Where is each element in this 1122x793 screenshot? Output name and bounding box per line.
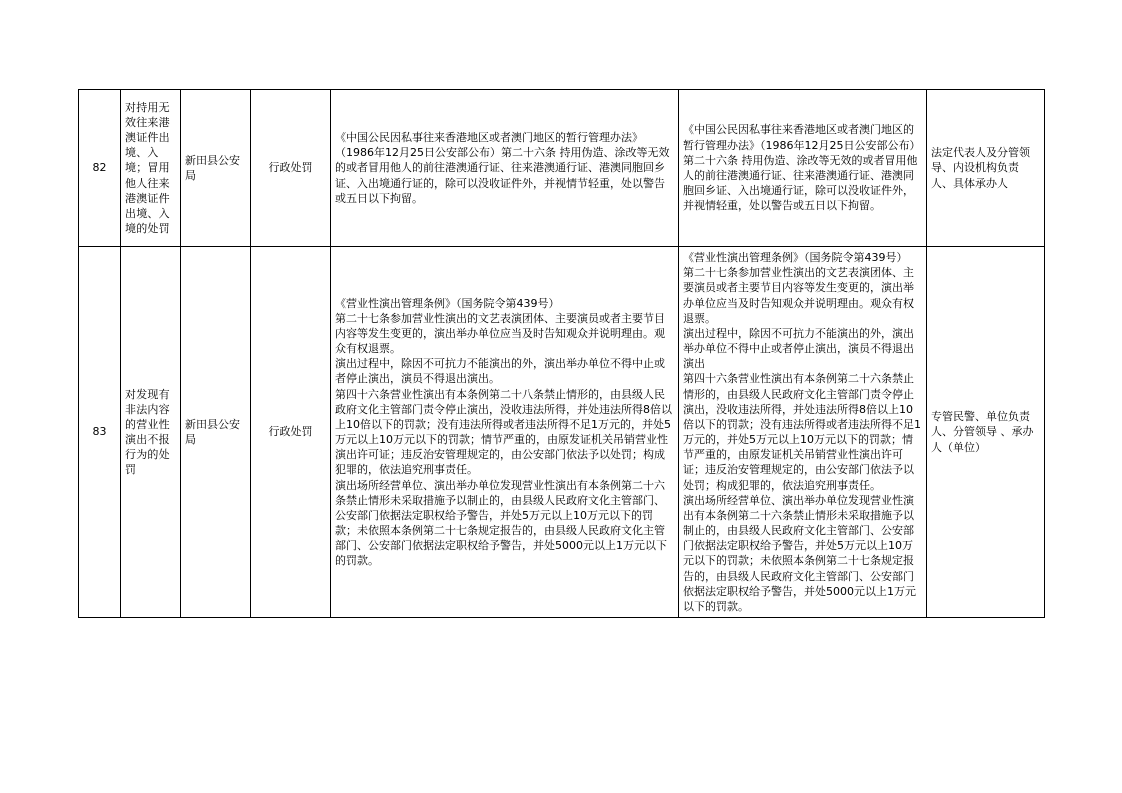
legal-basis-primary: 《中国公民因私事往来香港地区或者澳门地区的暂行管理办法》（1986年12月25日公安部公布）第二十六条 持用伪造、涂改等无效的或者冒用他人的前往港澳通行证、往来港澳通行证、港澳同胞回乡证、入出境通行证的，除可以没收证件外，并视情节轻重，处以警告或五日以下拘留。 xyxy=(331,90,679,247)
item-name: 对发现有非法内容的营业性演出不报行为的处罚 xyxy=(121,247,181,618)
administrative-penalty-table xyxy=(78,89,1045,618)
legal-basis-secondary: 《营业性演出管理条例》（国务院令第439号） 第二十七条参加营业性演出的文艺表演团体、主要演员或者主要节目内容等发生变更的，演出举办单位应当及时告知观众并说明理由。观众有权退票。 演出过程中，除因不可抗力不能演出的外，演出举办单位不得中止或者停止演出，演员不得退出演出 第四十六条营业性演出有本条例第二十六条禁止情形的，由县级人民政府文化主管部门责令停止演出，没收违法所得，并处违法所得8倍以上10倍以下的罚款；没有违法所得或者违法所得不足1万元的，并处5万元以上10万元以下的罚款；情节严重的，由原发证机关吊销营业性演出许可证；违反治安管理规定的，由公安部门依法予以处罚；构成犯罪的，依法追究刑事责任。 演出场所经营单位、演出举办单位发现营业性演出有本条例第二十六条禁止情形未采取措施予以制止的，由县级人民政府文化主管部门、公安部门依据法定职权给予警告，并处5万元以上10万元以下的罚款；未依照本条例第二十七条规定报告的，由县级人民政府文化主管部门、公安部门依据法定职权给予警告，并处5000元以上1万元以下的罚款。 xyxy=(679,247,927,618)
legal-basis-secondary: 《中国公民因私事往来香港地区或者澳门地区的暂行管理办法》（1986年12月25日公安部公布）第二十六条 持用伪造、涂改等无效的或者冒用他人的前往港澳通行证、往来港澳通行证、港澳同胞回乡证、入出境通行证，除可以没收证件外，并视情轻重，处以警告或五日以下拘留。 xyxy=(679,90,927,247)
table-row xyxy=(79,247,1045,618)
table-row xyxy=(79,90,1045,247)
row-number: 82 xyxy=(79,90,121,247)
organization-name: 新田县公安局 xyxy=(181,90,251,247)
organization-name: 新田县公安局 xyxy=(181,247,251,618)
item-name: 对持用无效往来港澳证件出境、入境；冒用他人往来港澳证件出境、入境的处罚 xyxy=(121,90,181,247)
penalty-type: 行政处罚 xyxy=(251,247,331,618)
penalty-type: 行政处罚 xyxy=(251,90,331,247)
row-number: 83 xyxy=(79,247,121,618)
responsible-persons: 法定代表人及分管领导、内设机构负责人、具体承办人 xyxy=(927,90,1045,247)
responsible-persons: 专管民警、单位负责人、分管领导 、承办人（单位） xyxy=(927,247,1045,618)
legal-basis-primary: 《营业性演出管理条例》（国务院令第439号） 第二十七条参加营业性演出的文艺表演团体、主要演员或者主要节目内容等发生变更的，演出举办单位应当及时告知观众并说明理由。观众有权退票。 演出过程中，除因不可抗力不能演出的外，演出举办单位不得中止或者停止演出，演员不得退出演出。 第四十六条营业性演出有本条例第二十八条禁止情形的，由县级人民政府文化主管部门责令停止演出，没收违法所得，并处违法所得8倍以上10倍以下的罚款；没有违法所得或者违法所得不足1万元的，并处5万元以上10万元以下的罚款；情节严重的，由原发证机关吊销营业性演出许可证；违反治安管理规定的，由公安部门依法予以处罚；构成犯罪的，依法追究刑事责任。 演出场所经营单位、演出举办单位发现营业性演出有本条例第二十六条禁止情形未采取措施予以制止的，由县级人民政府文化主管部门、公安部门依据法定职权给予警告，并处5万元以上10万元以下的罚款；未依照本条例第二十七条规定报告的，由县级人民政府文化主管部门、公安部门依据法定职权给予警告，并处5000元以上1万元以下的罚款。 xyxy=(331,247,679,618)
